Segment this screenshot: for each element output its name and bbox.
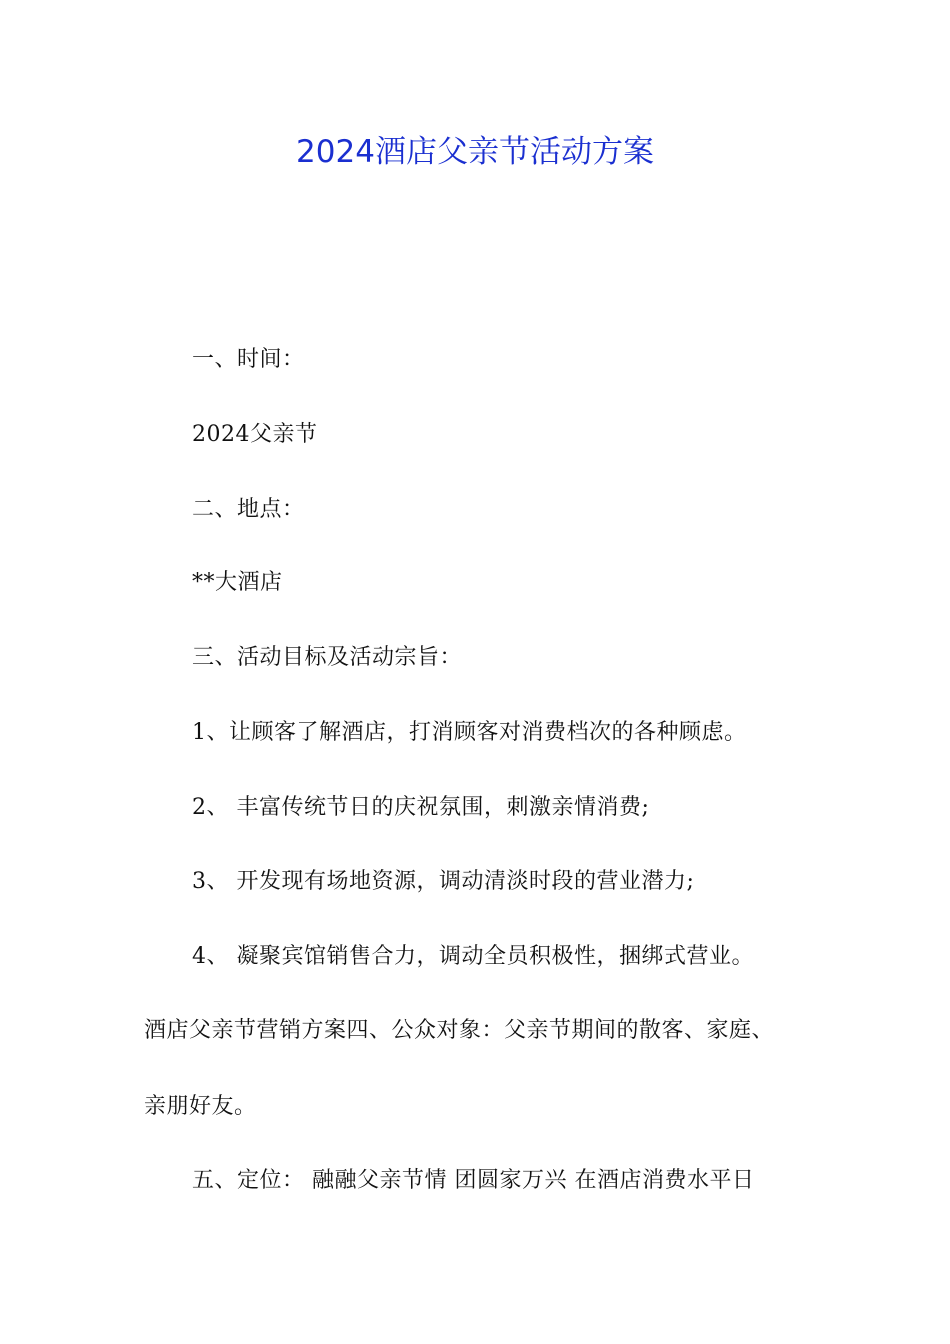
list-item-goal-1: 1、让顾客了解酒店，打消顾客对消费档次的各种顾虑。 [192, 720, 747, 745]
section-heading-location: 二、地点： [192, 497, 305, 522]
section-heading-goals: 三、活动目标及活动宗旨： [192, 645, 463, 670]
paragraph-time-value: 2024父亲节 [192, 422, 318, 447]
list-item-goal-3: 3、 开发现有场地资源，调动清淡时段的营业潜力; [192, 869, 695, 894]
paragraph-location-value: **大酒店 [192, 570, 283, 595]
paragraph-positioning: 五、定位： 融融父亲节情 团圆家万兴 在酒店消费水平日 [192, 1168, 755, 1193]
section-heading-time: 一、时间： [192, 347, 305, 372]
paragraph-audience: 酒店父亲节营销方案四、公众对象：父亲节期间的散客、家庭、 [144, 1018, 775, 1043]
list-item-goal-4: 4、 凝聚宾馆销售合力，调动全员积极性，捆绑式营业。 [192, 944, 754, 969]
document-title: 2024酒店父亲节活动方案 [296, 134, 654, 170]
list-item-goal-2: 2、 丰富传统节日的庆祝氛围，刺激亲情消费; [192, 795, 650, 820]
paragraph-audience-continued: 亲朋好友。 [144, 1094, 257, 1119]
